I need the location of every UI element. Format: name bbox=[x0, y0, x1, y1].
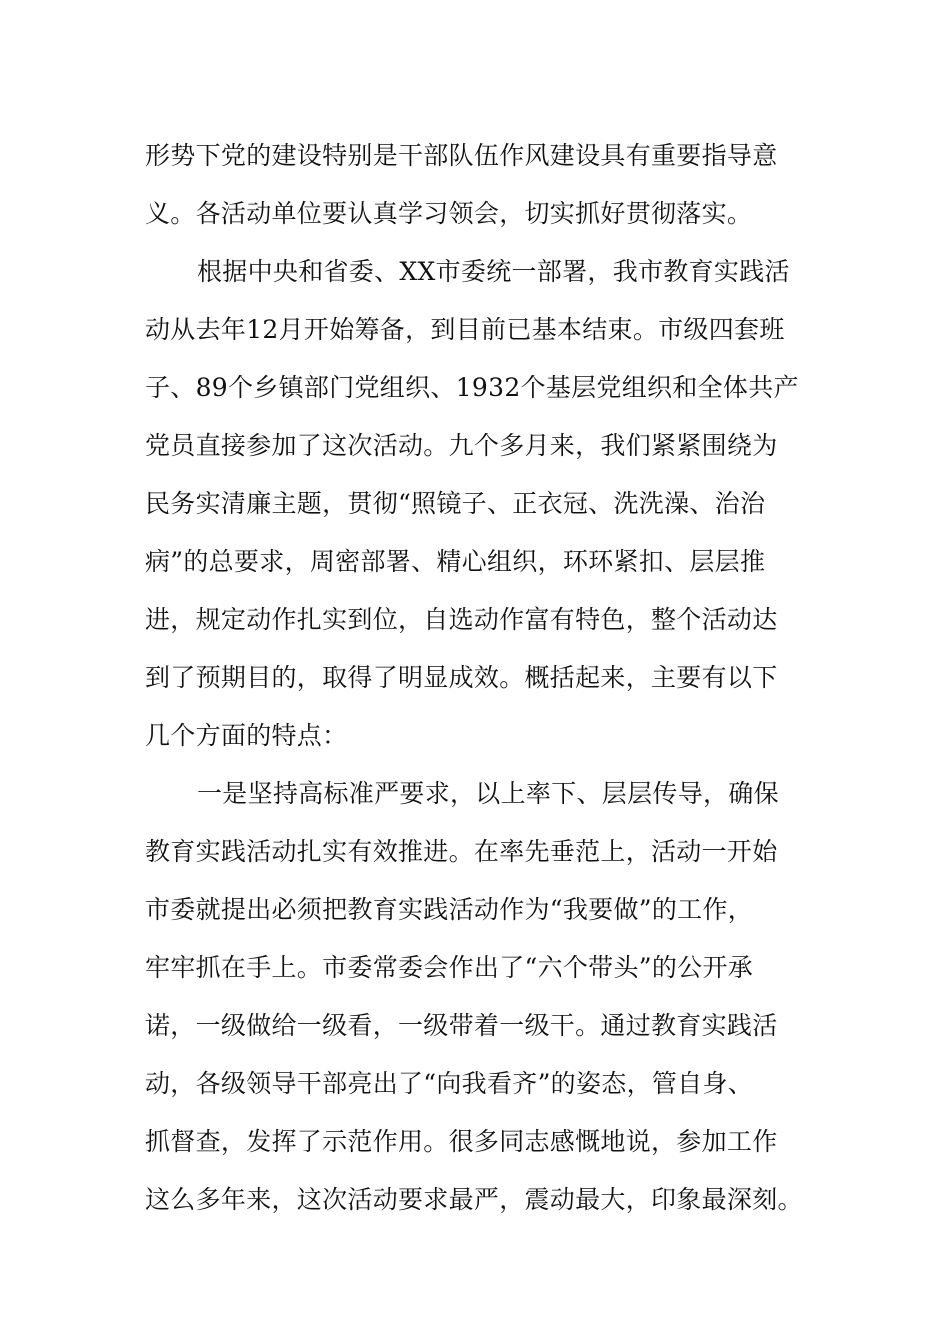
paragraph-start-line: 根据中央和省委、XX市委统一部署，我市教育实践活 bbox=[197, 257, 790, 286]
text-line: 党员直接参加了这次活动。九个多月来，我们紧紧围绕为 bbox=[145, 431, 778, 460]
text-line: 教育实践活动扎实有效推进。在率先垂范上，活动一开始 bbox=[145, 837, 778, 866]
text-line: 形势下党的建设特别是干部队伍作风建设具有重要指导意 bbox=[145, 141, 778, 170]
text-line: 几个方面的特点： bbox=[145, 721, 348, 750]
text-line: 子、89个乡镇部门党组织、1932个基层党组织和全体共产 bbox=[145, 373, 799, 402]
text-line: 牢牢抓在手上。市委常委会作出了“六个带头”的公开承 bbox=[145, 953, 754, 982]
text-line: 这么多年来，这次活动要求最严，震动最大，印象最深刻。 bbox=[145, 1185, 803, 1214]
text-line: 动从去年12月开始筹备，到目前已基本结束。市级四套班 bbox=[145, 315, 785, 344]
text-line: 义。各活动单位要认真学习领会，切实抓好贯彻落实。 bbox=[145, 199, 753, 228]
text-line: 动，各级领导干部亮出了“向我看齐”的姿态，管自身、 bbox=[145, 1069, 754, 1098]
text-line: 抓督查，发挥了示范作用。很多同志感慨地说，参加工作 bbox=[145, 1127, 778, 1156]
text-line: 病”的总要求，周密部署、精心组织，环环紧扣、层层推 bbox=[145, 547, 766, 576]
body-text bbox=[145, 127, 815, 1229]
text-line: 进，规定动作扎实到位，自选动作富有特色，整个活动达 bbox=[145, 605, 778, 634]
text-line: 到了预期目的，取得了明显成效。概括起来，主要有以下 bbox=[145, 663, 778, 692]
paragraph-start-line: 一是坚持高标准严要求，以上率下、层层传导，确保 bbox=[197, 779, 779, 808]
text-line: 民务实清廉主题，贯彻“照镜子、正衣冠、洗洗澡、治治 bbox=[145, 489, 766, 518]
text-line: 市委就提出必须把教育实践活动作为“我要做”的工作， bbox=[145, 895, 754, 924]
text-line: 诺，一级做给一级看，一级带着一级干。通过教育实践活 bbox=[145, 1011, 778, 1040]
